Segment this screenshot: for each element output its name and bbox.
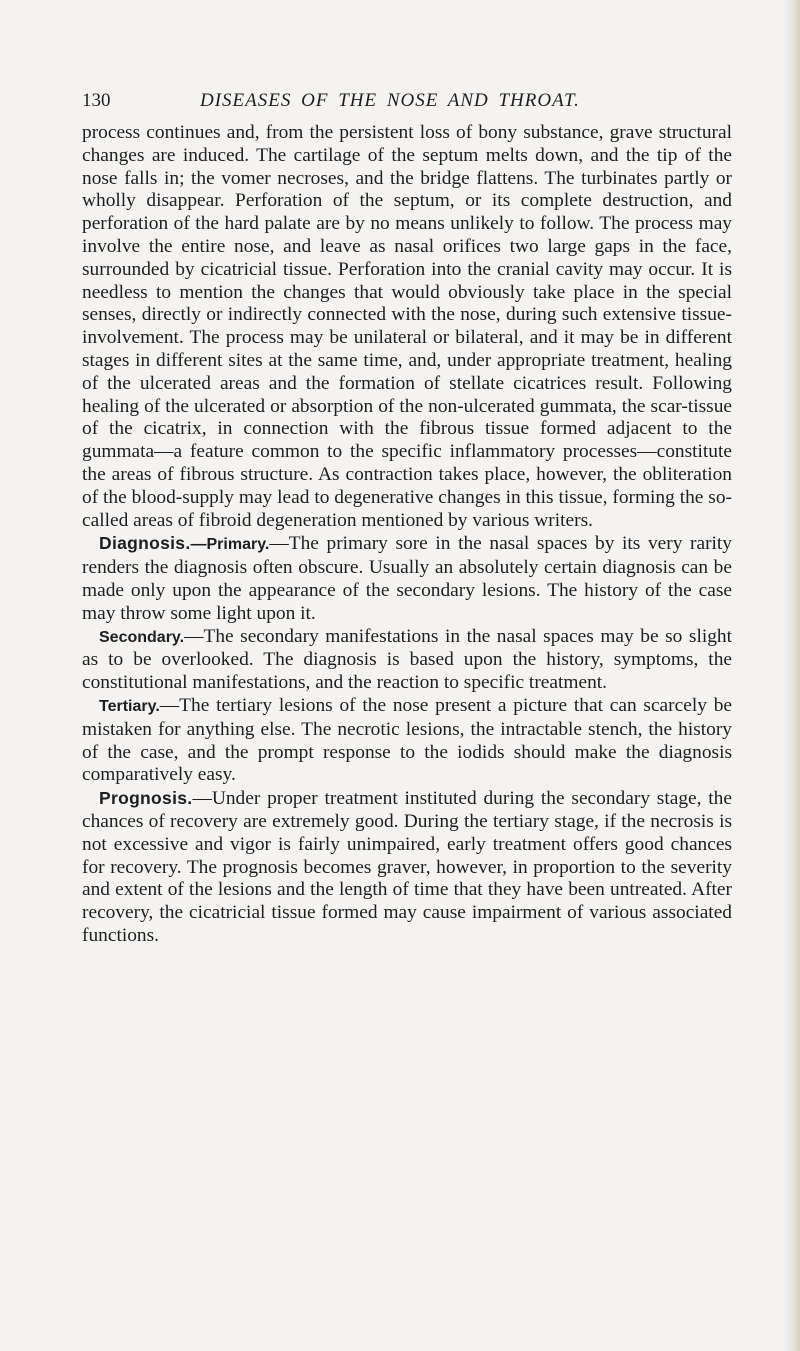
paragraph-text: process continues and, from the persistent loss of bony substance, grave structural changes are induced. The cartilage of the septum melts down, and the tip of the nose falls in; the vomer necroses, and the bridge flattens. The turbinates partly or wholly disappear. Perforation of the septum, or its complete destruction, and perforation of the hard palate are by no means unlikely to follow. The process may involve the entire nose, and leave as nasal orifices two large gaps in the face, surrounded by cicatricial tissue. Perforation into the cranial cavity may occur. It is needless to mention the changes that would obviously take place in the special senses, directly or indirectly connected with the nose, during such extensive tissue-involvement. The process may be unilateral or bilateral, and it may be in different stages in different sites at the same time, and, under appropriate treatment, healing of the ulcerated areas and the formation of stellate cicatrices result. Following healing of the ulcerated or absorption of the non-ulcerated gummata, the scar-tissue of the cicatrix, in connection with the fibrous tissue formed adjacent to the gummata—a feature common to the specific inflammatory processes—constitute the areas of fibrous structure. As contraction takes place, however, the obliteration of the blood-supply may lead to degenerative changes in this tissue, forming the so-called areas of fibroid degeneration mentioned by various writers. <box>82 122 732 531</box>
paragraph-text: —Under proper treatment instituted during the secondary stage, the chances of recovery are extremely good. During the tertiary stage, if the necrosis is not excessive and vigor is fairly unimpaired, early treatment offers good chances for recovery. The prognosis becomes graver, however, in proportion to the severity and extent of the lesions and the length of time that they have been untreated. After recovery, the cicatricial tissue formed may cause impairment of various associated functions. <box>82 788 732 946</box>
section-heading-prognosis: Prognosis. <box>99 788 193 809</box>
paragraph-tertiary <box>82 695 732 787</box>
body-text <box>82 122 732 948</box>
page-edge-shadow <box>782 0 800 1351</box>
paragraph-secondary <box>82 626 732 695</box>
paragraph-text: —The secondary manifestations in the nasal spaces may be so slight as to be overlooked. The diagnosis is based upon the history, symptoms, the constitutional manifestations, and the reaction to specific treatment. <box>82 625 732 694</box>
subheading-secondary: Secondary. <box>99 628 185 646</box>
running-title: DISEASES OF THE NOSE AND THROAT. <box>200 90 580 111</box>
subheading-primary: —Primary. <box>190 536 270 554</box>
paragraph-diagnosis-primary <box>82 532 732 625</box>
section-heading-diagnosis: Diagnosis. <box>99 533 191 554</box>
page-number: 130 <box>82 90 111 111</box>
paragraph-text: —The tertiary lesions of the nose present a picture that can scarcely be mistaken for anything else. The necrotic lesions, the intractable stench, the history of the case, and the prompt response to the iodids should make the diagnosis comparatively easy. <box>82 694 732 786</box>
subheading-tertiary: Tertiary. <box>99 697 160 715</box>
paragraph-pathology <box>82 122 732 532</box>
paragraph-text: —The primary sore in the nasal spaces by its very rarity renders the diagnosis often obscure. Usually an absolutely certain diagnosis can be made only upon the appearance of the secondary lesions. The history of the case may throw some light upon it. <box>82 533 732 624</box>
paragraph-prognosis <box>82 787 732 948</box>
running-head <box>82 90 732 116</box>
